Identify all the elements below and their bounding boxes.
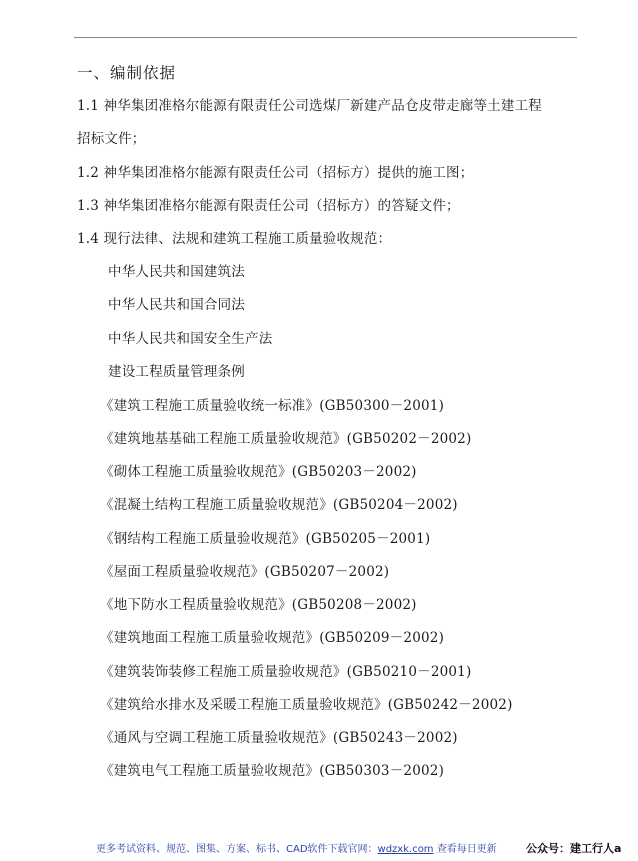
standard-item: 《砌体工程施工质量验收规范》(GB50203－2002) [100, 464, 417, 480]
standard-item: 《建筑地面工程施工质量验收规范》(GB50209－2002) [100, 630, 445, 646]
basis-item-1-1-continued: 招标文件； [77, 131, 146, 147]
standard-item: 《地下防水工程质量验收规范》(GB50208－2002) [100, 597, 417, 613]
law-item: 中华人民共和国合同法 [108, 297, 245, 313]
law-item: 中华人民共和国建筑法 [108, 264, 245, 280]
footer-update-text: 查看每日更新 [433, 844, 497, 855]
footer-public-account: 公众号：建工行人a [526, 842, 622, 855]
law-item: 中华人民共和国安全生产法 [108, 331, 273, 347]
standard-item: 《混凝土结构工程施工质量验收规范》(GB50204－2002) [100, 497, 458, 513]
standard-item: 《建筑工程施工质量验收统一标准》(GB50300－2001) [100, 398, 445, 414]
section-heading: 一、编制依据 [77, 64, 177, 82]
standard-item: 《通风与空调工程施工质量验收规范》(GB50243－2002) [100, 730, 458, 746]
basis-item-1-2: 1.2 神华集团准格尔能源有限责任公司（招标方）提供的施工图； [77, 165, 474, 181]
basis-item-1-1: 1.1 神华集团准格尔能源有限责任公司选煤厂新建产品仓皮带走廊等土建工程 [77, 98, 542, 114]
footer-download-text: 更多考试资料、规范、图集、方案、标书、CAD软件下载官网： [96, 844, 378, 855]
footer-download-link[interactable] [96, 843, 497, 857]
standard-item: 《建筑给水排水及采暖工程施工质量验收规范》(GB50242－2002) [100, 697, 513, 713]
footer-site-link[interactable]: wdzxk.com [377, 844, 434, 855]
basis-item-1-4: 1.4 现行法律、法规和建筑工程施工质量验收规范： [77, 231, 392, 247]
law-item: 建设工程质量管理条例 [108, 364, 245, 380]
standard-item: 《建筑电气工程施工质量验收规范》(GB50303－2002) [100, 763, 445, 779]
standard-item: 《屋面工程质量验收规范》(GB50207－2002) [100, 564, 390, 580]
standard-item: 《建筑装饰装修工程施工质量验收规范》(GB50210－2001) [100, 664, 472, 680]
standard-item: 《建筑地基基础工程施工质量验收规范》(GB50202－2002) [100, 431, 472, 447]
basis-item-1-3: 1.3 神华集团准格尔能源有限责任公司（招标方）的答疑文件； [77, 198, 460, 214]
header-rule [74, 37, 577, 38]
standard-item: 《钢结构工程施工质量验收规范》(GB50205－2001) [100, 531, 431, 547]
